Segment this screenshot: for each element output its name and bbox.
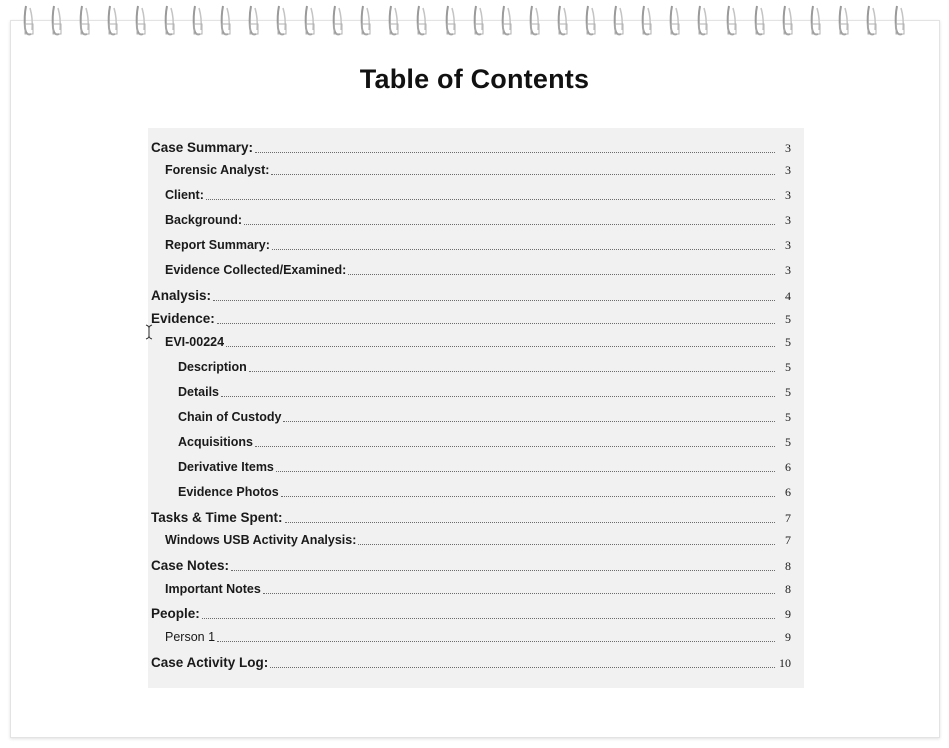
toc-page-number: 3 [785,238,791,252]
toc-entry-label: Case Summary: [151,140,254,155]
binding-ring-icon [331,4,345,40]
toc-entry-label: Description [178,360,247,374]
toc-entry-label: Client: [165,188,204,202]
dot-leader [221,395,775,397]
dot-leader [226,345,775,347]
toc-entry[interactable] [151,506,791,526]
toc-entry-label: Acquisitions [178,435,254,449]
binding-ring-icon [696,4,710,40]
toc-entry-label: Important Notes [165,582,261,596]
toc-entry-label: Case Notes: [151,558,230,573]
toc-entry[interactable] [151,183,791,203]
dot-leader [276,470,775,472]
binding-ring-icon [219,4,233,40]
toc-entry-label: EVI-00224 [165,335,225,349]
toc-entry[interactable] [151,380,791,400]
binding-ring-icon [809,4,823,40]
toc-entry[interactable] [151,480,791,500]
binding-ring-icon [275,4,289,40]
binding-ring-icon [725,4,739,40]
toc-entry[interactable] [151,625,791,645]
toc-entry-label: Windows USB Activity Analysis: [165,533,357,547]
toc-page-number: 6 [785,485,791,499]
toc-page-number: 5 [785,360,791,374]
toc-page-number: 3 [785,141,791,155]
toc-entry-label: Forensic Analyst: [165,163,270,177]
toc-entry-label: People: [151,606,200,621]
toc-page-number: 8 [785,559,791,573]
dot-leader [285,521,775,523]
binding-ring-icon [612,4,626,40]
toc-entry-label: Details [178,385,219,399]
dot-leader [271,173,775,175]
toc-page-number: 5 [785,410,791,424]
toc-entry-label: Person 1 [165,630,216,644]
dot-leader [270,666,775,668]
toc-entry[interactable] [151,136,791,156]
binding-ring-icon [387,4,401,40]
toc-entry-label: Report Summary: [165,238,270,252]
dot-leader [217,322,775,324]
binding-ring-icon [556,4,570,40]
toc-entry-label: Tasks & Time Spent: [151,510,283,525]
binding-ring-icon [865,4,879,40]
toc-entry-label: Evidence Photos [178,485,279,499]
toc-page-number: 6 [785,460,791,474]
toc-entry[interactable] [151,258,791,278]
dot-leader [283,420,775,422]
toc-entry-label: Chain of Custody [178,410,282,424]
dot-leader [255,445,775,447]
toc-entry-label: Derivative Items [178,460,274,474]
binding-ring-icon [444,4,458,40]
binding-ring-icon [781,4,795,40]
toc-page-number: 8 [785,582,791,596]
toc-entry[interactable] [151,430,791,450]
toc-page-number: 9 [785,607,791,621]
binding-ring-icon [247,4,261,40]
binding-ring-icon [163,4,177,40]
dot-leader [206,198,775,200]
binding-ring-icon [640,4,654,40]
toc-entry[interactable] [151,208,791,228]
binding-ring-icon [893,4,907,40]
toc-page-number: 7 [785,533,791,547]
binding-ring-icon [753,4,767,40]
binding-ring-icon [528,4,542,40]
toc-entry[interactable] [151,651,791,671]
toc-page-number: 5 [785,335,791,349]
toc-entry[interactable] [151,158,791,178]
binding-ring-icon [415,4,429,40]
toc-entry-label: Evidence: [151,311,215,326]
toc-page-number: 5 [785,435,791,449]
toc-page-number: 7 [785,511,791,525]
binding-ring-icon [78,4,92,40]
toc-entry[interactable] [151,554,791,574]
dot-leader [255,151,775,153]
dot-leader [202,617,775,619]
toc-entry-label: Evidence Collected/Examined: [165,263,347,277]
dot-leader [244,223,775,225]
binding-ring-icon [22,4,36,40]
toc-page-number: 3 [785,188,791,202]
page-title: Table of Contents [359,64,590,94]
dot-leader [272,248,775,250]
binding-ring-icon [50,4,64,40]
dot-leader [281,495,775,497]
binding-ring-icon [668,4,682,40]
binding-ring-icon [837,4,851,40]
dot-leader [231,569,775,571]
toc-page-number: 3 [785,163,791,177]
binding-ring-icon [359,4,373,40]
toc-page-number: 5 [785,312,791,326]
toc-entry[interactable] [151,405,791,425]
text-cursor-icon [145,324,153,340]
toc-entry-label: Case Activity Log: [151,655,269,670]
dot-leader [249,370,775,372]
toc-entry-label: Analysis: [151,288,212,303]
dot-leader [358,543,775,545]
binding-ring-icon [134,4,148,40]
binding-ring-icon [584,4,598,40]
toc-entry[interactable] [151,284,791,304]
toc-page-number: 3 [785,213,791,227]
toc-entry[interactable] [151,528,791,548]
toc-page-number: 4 [785,289,791,303]
toc-entry[interactable] [151,233,791,253]
binding-ring-icon [500,4,514,40]
spiral-binding-icon [22,4,922,44]
toc-page-number: 10 [779,656,791,670]
toc-entry[interactable] [151,307,791,327]
dot-leader [213,299,775,301]
dot-leader [263,592,775,594]
toc-entry[interactable] [151,455,791,475]
toc-page-number: 5 [785,385,791,399]
toc-entry[interactable] [151,577,791,597]
binding-ring-icon [106,4,120,40]
toc-entry[interactable] [151,602,791,622]
toc-entry-label: Background: [165,213,243,227]
toc-page-number: 3 [785,263,791,277]
toc-entry[interactable] [151,355,791,375]
toc-page-number: 9 [785,630,791,644]
binding-ring-icon [303,4,317,40]
toc-entry[interactable] [151,330,791,350]
binding-ring-icon [472,4,486,40]
dot-leader [217,640,775,642]
dot-leader [348,273,775,275]
binding-ring-icon [191,4,205,40]
